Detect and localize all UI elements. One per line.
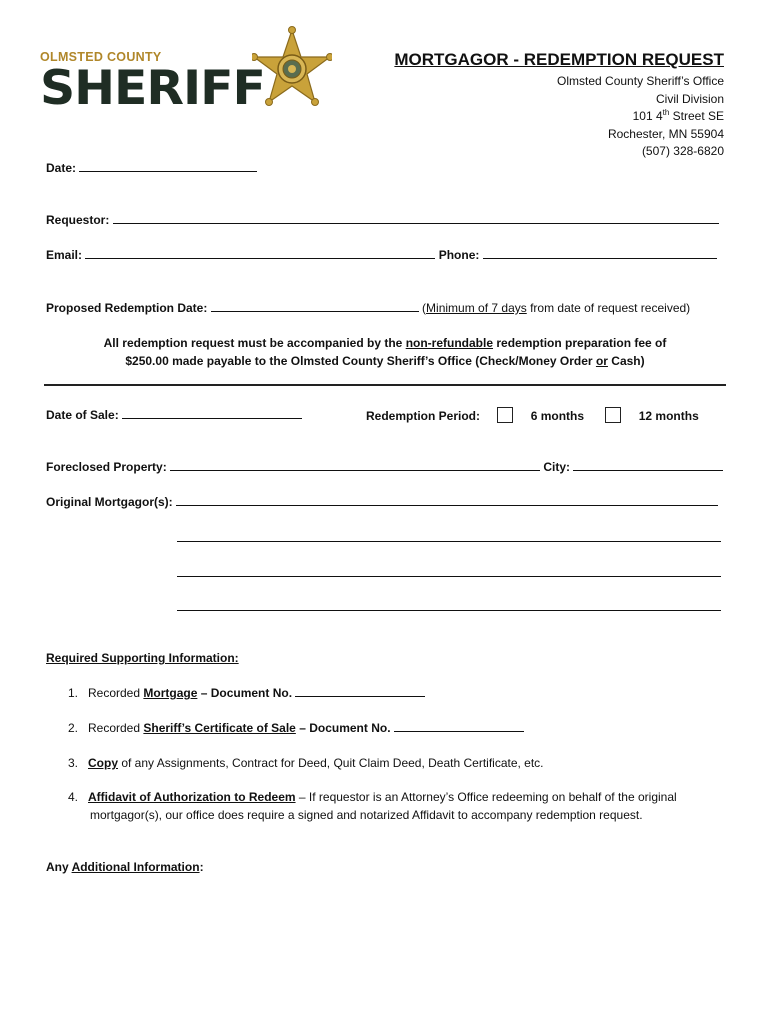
proposed-date-row xyxy=(46,300,690,316)
city-label: City: xyxy=(543,460,571,474)
additional-info-label xyxy=(46,859,204,875)
date-field[interactable] xyxy=(79,160,257,172)
six-months-checkbox[interactable] xyxy=(497,407,513,423)
phone-label: Phone: xyxy=(438,248,480,262)
mortgage-document-no-field[interactable] xyxy=(295,685,425,697)
list-text: Recorded xyxy=(88,721,144,735)
certificate-of-sale-text: Sheriff’s Certificate of Sale xyxy=(143,721,296,735)
additional-pre: Any xyxy=(46,860,72,874)
fee-notice-text: redemption preparation fee of xyxy=(493,336,667,350)
foreclosed-property-label: Foreclosed Property: xyxy=(46,460,167,474)
redemption-period-label: Redemption Period: xyxy=(366,409,481,423)
fee-notice-text: Cash) xyxy=(607,354,645,368)
twelve-months-checkbox[interactable] xyxy=(605,407,621,423)
date-label: Date: xyxy=(46,161,77,175)
required-item-2 xyxy=(68,720,524,736)
foreclosed-property-field[interactable] xyxy=(170,459,540,471)
date-of-sale-field[interactable] xyxy=(122,407,302,419)
redemption-period-row xyxy=(366,407,699,424)
list-number: 3. xyxy=(68,756,79,770)
twelve-months-label: 12 months xyxy=(638,409,699,423)
certificate-document-no-field[interactable] xyxy=(394,720,524,732)
requestor-label: Requestor: xyxy=(46,213,110,227)
additional-colon: : xyxy=(199,860,204,874)
street-suffix: th xyxy=(662,108,670,117)
requestor-row xyxy=(46,212,719,228)
proposed-date-field[interactable] xyxy=(211,300,419,312)
list-text: of any Assignments, Contract for Deed, Quit Claim Deed, Death Certificate, etc. xyxy=(118,756,544,770)
list-text: Recorded xyxy=(88,686,144,700)
required-item-3 xyxy=(68,755,544,771)
required-item-4-line-2: mortgagor(s), our office does require a signed and notarized Affidavit to accompany redemption request. xyxy=(90,808,643,822)
required-info-heading: Required Supporting Information: xyxy=(46,651,239,665)
document-no-label: – Document No. xyxy=(295,721,391,735)
phone-field[interactable] xyxy=(483,247,717,259)
sheriff-star-badge-icon xyxy=(252,26,332,112)
original-mortgagors-field-3[interactable] xyxy=(177,576,721,577)
copy-text: Copy xyxy=(88,756,118,770)
list-text: – If requestor is an Attorney’s Office redeeming on behalf of the original xyxy=(295,790,677,804)
minimum-paren: ( xyxy=(422,301,427,315)
document-no-label: – Document No. xyxy=(197,686,293,700)
affidavit-text: Affidavit of Authorization to Redeem xyxy=(88,790,296,804)
list-number: 4. xyxy=(68,790,79,804)
fee-notice-line-1 xyxy=(46,334,724,352)
form-title: MORTGAGOR - REDEMPTION REQUEST xyxy=(394,50,724,69)
fee-notice-line-2 xyxy=(46,352,724,370)
office-name: Olmsted County Sheriff’s Office xyxy=(557,74,724,88)
original-mortgagors-field-4[interactable] xyxy=(177,610,721,611)
fee-notice xyxy=(46,334,724,370)
foreclosed-property-row xyxy=(46,459,723,475)
sheriff-logo xyxy=(40,26,330,116)
additional-info-text: Additional Information xyxy=(71,860,200,874)
office-division: Civil Division xyxy=(655,91,724,106)
fee-notice-text: $250.00 made payable to the Olmsted County Sheriff’s Office (Check/Money Order xyxy=(125,354,596,368)
original-mortgagors-field-2[interactable] xyxy=(177,541,721,542)
email-label: Email: xyxy=(46,248,83,262)
fee-notice-text: All redemption request must be accompanied by the xyxy=(103,336,406,350)
date-row xyxy=(46,160,257,176)
section-divider xyxy=(44,384,726,386)
list-number: 2. xyxy=(68,721,79,735)
minimum-rest-text: from date of request received) xyxy=(526,301,691,315)
required-item-1 xyxy=(68,685,425,701)
email-row xyxy=(46,247,717,263)
original-mortgagors-label: Original Mortgagor(s): xyxy=(46,495,173,509)
proposed-date-label: Proposed Redemption Date: xyxy=(46,301,208,315)
logo-sheriff-text: SHERIFF xyxy=(40,61,265,116)
original-mortgagors-field-1[interactable] xyxy=(176,494,718,506)
additional-info-area[interactable] xyxy=(46,880,724,1000)
list-number: 1. xyxy=(68,686,79,700)
email-field[interactable] xyxy=(85,247,435,259)
office-street xyxy=(557,108,724,126)
street-number: 101 4 xyxy=(632,109,663,123)
office-city: Rochester, MN 55904 xyxy=(607,126,724,141)
original-mortgagors-row xyxy=(46,494,718,510)
street-name: Street SE xyxy=(669,109,724,123)
office-phone: (507) 328-6820 xyxy=(641,144,724,158)
minimum-days-text: Minimum of 7 days xyxy=(426,301,527,315)
six-months-label: 6 months xyxy=(530,409,585,423)
required-item-4 xyxy=(68,789,677,805)
city-field[interactable] xyxy=(573,459,723,471)
requestor-field[interactable] xyxy=(113,212,719,224)
mortgage-text: Mortgage xyxy=(143,686,198,700)
or-text: or xyxy=(595,354,608,368)
office-address xyxy=(557,73,724,161)
date-of-sale-row xyxy=(46,407,302,423)
logo-county-text: OLMSTED COUNTY xyxy=(40,50,162,64)
date-of-sale-label: Date of Sale: xyxy=(46,408,119,422)
non-refundable-text: non-refundable xyxy=(405,336,494,350)
